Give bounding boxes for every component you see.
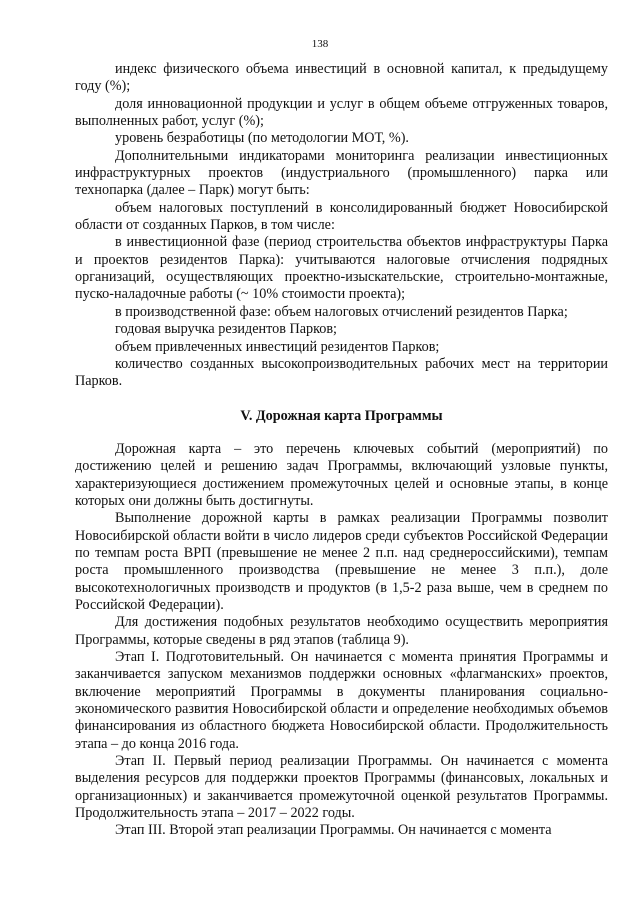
page-number: 138 [311,38,329,50]
paragraph: Этап III. Второй этап реализации Программы. Он начинается с момента [115,822,552,839]
paragraph: уровень безработицы (по методологии МОТ, %). [115,130,409,147]
paragraph: Дорожная карта – это перечень ключевых событий (мероприятий) по достижению целей и решению задач Программы, включающий узловые пункты, характеризующиеся достижением промежуточных целей и основные этапы, в конце которых они должны быть достигнуты. [75,440,608,509]
paragraph: доля инновационной продукции и услуг в общем объеме отгруженных товаров, выполненных работ, услуг (%); [75,95,608,130]
paragraph: в инвестиционной фазе (период строительства объектов инфраструктуры Парка и проектов резидентов Парка): учитываются налоговые отчисления подрядных организаций, осуществляющих проектно-изыскательские, строительно-монтажные, пуско-наладочные работы (~ 10% стоимости проекта); [75,234,608,303]
paragraph: объем налоговых поступлений в консолидированный бюджет Новосибирской области от созданных Парков, в том числе: [75,199,608,234]
paragraph: годовая выручка резидентов Парков; [115,321,337,338]
paragraph: Этап I. Подготовительный. Он начинается с момента принятия Программы и заканчивается запуском механизмов поддержки основных «флагманских» проектов, включение мероприятий Программы в документы планирования социально-экономического развития Новосибирской области и определение необходимых объемов финансирования из областного бюджета Новосибирской области. Продолжительность этапа – до конца 2016 года. [75,649,608,752]
document-body [75,61,608,840]
paragraph: объем привлеченных инвестиций резидентов Парков; [115,338,440,355]
paragraph: индекс физического объема инвестиций в основной капитал, к предыдущему году (%); [75,61,608,95]
paragraph: Дополнительными индикаторами мониторинга реализации инвестиционных инфраструктурных проектов (индустриального (промышленного) парка или технопарка (далее – Парк) могут быть: [75,147,608,199]
paragraph: в производственной фазе: объем налоговых отчислений резидентов Парка; [115,303,568,320]
paragraph: Для достижения подобных результатов необходимо осуществить мероприятия Программы, которые сведены в ряд этапов (таблица 9). [75,614,608,648]
paragraph: количество созданных высокопроизводительных рабочих мест на территории Парков. [75,355,608,390]
paragraph: Выполнение дорожной карты в рамках реализации Программы позволит Новосибирской области войти в число лидеров среди субъектов Российской Федерации по темпам роста ВРП (превышение не менее 2 п.п. над среднероссийскими), темпам роста промышленного производства (превышение не менее 3 п.п.), доле высокотехнологичных производств и продуктов (в 1,5-2 раза выше, чем в среднем по Российской Федерации). [75,510,608,613]
section-heading: V. Дорожная карта Программы [240,407,443,424]
paragraph: Этап II. Первый период реализации Программы. Он начинается с момента выделения ресурсов для поддержки проектов Программы (финансовых, локальных и организационных) и заканчивается промежуточной оценкой результатов Программы. Продолжительность этапа – 2017 – 2022 годы. [75,753,608,822]
